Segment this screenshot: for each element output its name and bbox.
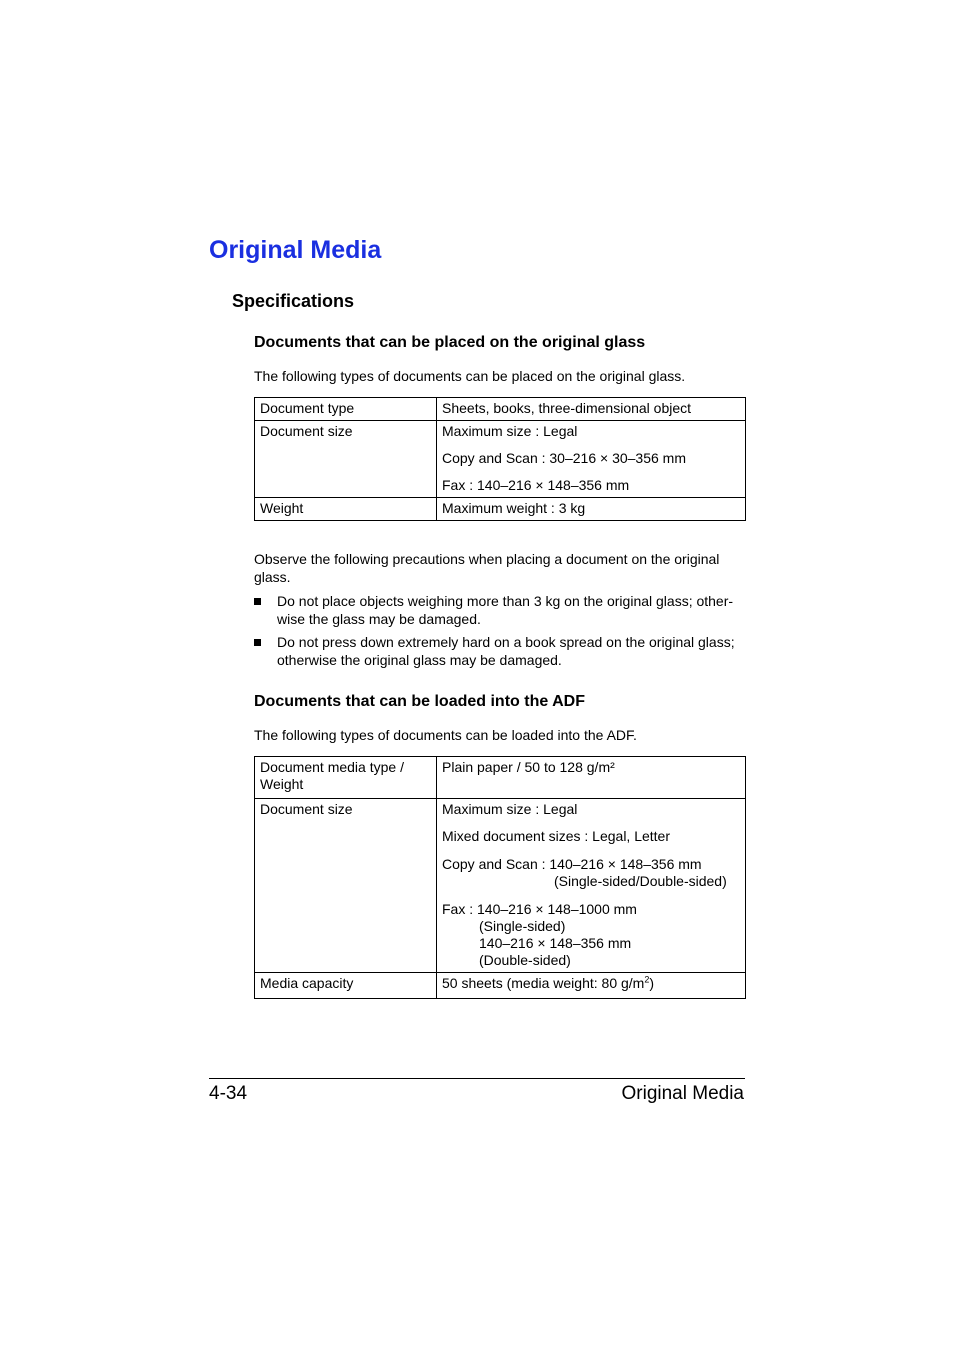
- table-cell-value: [437, 973, 746, 999]
- list-item: [254, 593, 749, 628]
- section-intro-original-glass: The following types of documents can be placed on the original glass.: [254, 368, 686, 384]
- cell-line: Fax : 140–216 × 148–1000 mm: [442, 901, 637, 917]
- table-cell-key: Document size: [255, 421, 437, 498]
- table-row: [255, 973, 746, 999]
- page-title: Original Media: [209, 236, 382, 264]
- table-cell-value: Plain paper / 50 to 128 g/m²: [437, 757, 746, 799]
- table-row: [255, 421, 746, 498]
- media-capacity-text: 50 sheets (media weight: 80 g/m: [442, 975, 645, 991]
- table-cell-key: Media capacity: [255, 973, 437, 999]
- table-cell-value: [437, 421, 746, 498]
- original-glass-spec-table: [254, 397, 746, 521]
- table-row: [255, 799, 746, 973]
- section-intro-adf: The following types of documents can be loaded into the ADF.: [254, 727, 637, 743]
- cell-line: (Single-sided/Double-sided): [554, 873, 727, 889]
- bullet-square-icon: [254, 598, 261, 605]
- table-cell-value: [437, 799, 746, 973]
- footer-divider: [209, 1078, 745, 1079]
- table-row: [255, 757, 746, 799]
- table-cell-value: Sheets, books, three-dimensional object: [437, 398, 746, 421]
- cell-line: Maximum size : Legal: [442, 801, 578, 817]
- cell-line: (Single-sided): [479, 918, 566, 934]
- cell-line: Maximum size : Legal: [442, 423, 578, 439]
- page-number: 4-34: [209, 1083, 248, 1104]
- table-cell-key: Document size: [255, 799, 437, 973]
- media-capacity-suffix: ): [649, 975, 655, 991]
- table-cell-key: Weight: [255, 498, 437, 521]
- superscript: 2: [644, 974, 650, 985]
- footer-section-name: Original Media: [621, 1083, 744, 1104]
- section-heading-original-glass: Documents that can be placed on the original glass: [254, 334, 646, 351]
- list-item-text: Do not place objects weighing more than 3 kg on the original glass; other-wise the glass may be damaged.: [277, 593, 734, 627]
- table-row: [255, 498, 746, 521]
- bullet-square-icon: [254, 639, 261, 646]
- cell-line: Fax : 140–216 × 148–356 mm: [442, 477, 630, 493]
- table-cell-key: Document type: [255, 398, 437, 421]
- cell-line: (Double-sided): [479, 952, 571, 968]
- subtitle: Specifications: [232, 291, 355, 311]
- precaution-intro: Observe the following precautions when placing a document on the original glass.: [254, 551, 720, 585]
- table-row: [255, 398, 746, 421]
- table-cell-value: Maximum weight : 3 kg: [437, 498, 746, 521]
- section-heading-adf: Documents that can be loaded into the ADF: [254, 693, 585, 710]
- precaution-list: [254, 593, 749, 675]
- list-item: [254, 634, 749, 669]
- cell-line: Copy and Scan : 140–216 × 148–356 mm: [442, 856, 702, 872]
- cell-line: Mixed document sizes : Legal, Letter: [442, 828, 671, 844]
- cell-line: 140–216 × 148–356 mm: [479, 935, 632, 951]
- cell-line: Copy and Scan : 30–216 × 30–356 mm: [442, 450, 687, 466]
- list-item-text: Do not press down extremely hard on a book spread on the original glass; otherwise the original glass may be damaged.: [277, 634, 735, 668]
- table-cell-key: Document media type / Weight: [255, 757, 437, 799]
- adf-spec-table: [254, 756, 746, 999]
